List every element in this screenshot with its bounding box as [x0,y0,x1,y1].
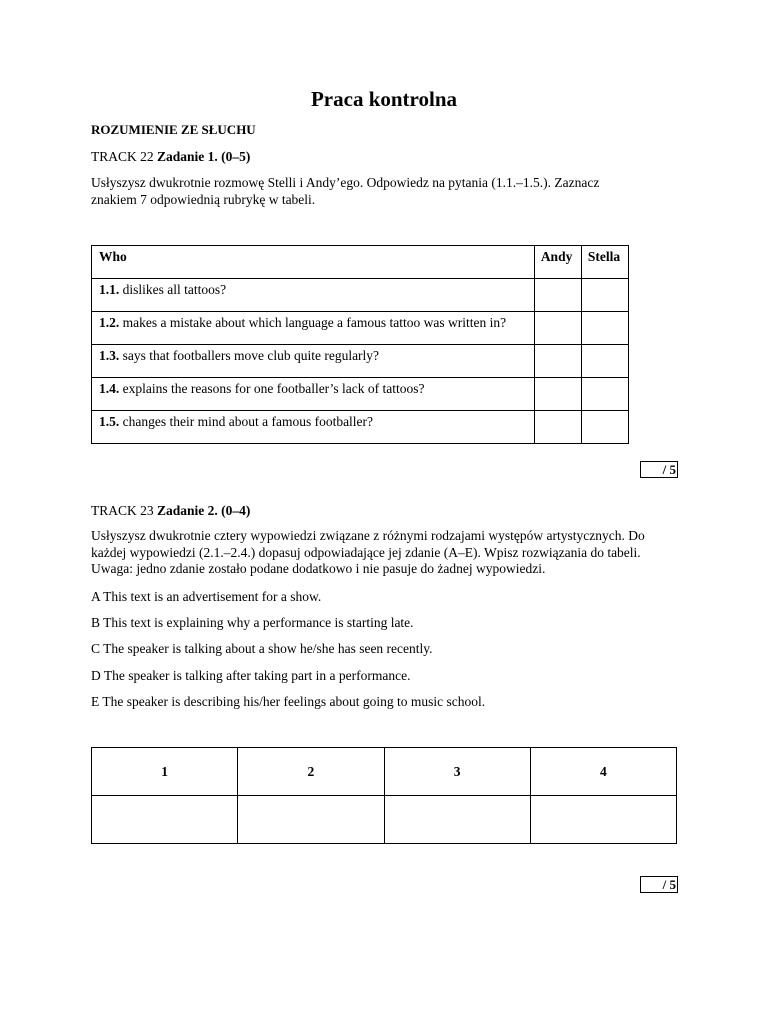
option-b: B This text is explaining why a performance is starting late. [91,615,414,630]
question-text: makes a mistake about which language a famous tattoo was written in? [122,315,507,330]
answer-cell-stella[interactable] [581,345,628,378]
column-number-4: 4 [530,748,676,796]
answer-cell-andy[interactable] [534,378,581,411]
question-number: 1.1. [99,282,120,297]
table-header-row [92,748,677,796]
question-text: explains the reasons for one footballer’s lack of tattoos? [122,381,425,396]
page-title: Praca kontrolna [310,87,458,111]
task2-title: Zadanie 2. (0–4) [157,503,251,518]
task2-instructions [91,528,691,578]
option-a: A This text is an advertisement for a show. [91,589,322,604]
task2-score-box[interactable]: / 5 [640,876,678,893]
task2-instructions-line: Uwaga: jedno zdanie zostało podane dodatkowo i nie pasuje do żadnej wypowiedzi. [91,561,546,576]
task1-instructions-line: znakiem 7 odpowiednią rubrykę w tabeli. [91,191,316,207]
answer-cell-stella[interactable] [581,312,628,345]
answer-cell-andy[interactable] [534,312,581,345]
task1-instructions-line: Usłyszysz dwukrotnie rozmowę Stelli i Andy’ego. Odpowiedz na pytania (1.1.–1.5.). Zaznacz [91,175,600,190]
section-heading: ROZUMIENIE ZE SŁUCHU [91,122,256,137]
answer-cell-andy[interactable] [534,345,581,378]
task1-score-box[interactable]: / 5 [640,461,678,478]
table-header-row [92,246,629,279]
task1-track: TRACK 22 [91,149,154,164]
table-row [92,378,629,411]
question-cell [92,411,535,444]
question-text: dislikes all tattoos? [122,282,227,297]
table-row [92,345,629,378]
column-number-2: 2 [238,748,384,796]
question-cell [92,279,535,312]
table-row [92,312,629,345]
answer-cell-3[interactable] [384,796,530,844]
task1-heading [91,148,250,165]
answer-cell-2[interactable] [238,796,384,844]
answer-cell-stella[interactable] [581,279,628,312]
header-stella: Stella [581,246,628,279]
task2-answer-table [91,747,677,844]
question-cell [92,378,535,411]
header-who: Who [92,246,535,279]
question-number: 1.4. [99,381,120,396]
question-number: 1.3. [99,348,120,363]
question-cell [92,312,535,345]
task1-answer-table [91,245,629,444]
table-row [92,411,629,444]
answer-cell-stella[interactable] [581,378,628,411]
question-cell [92,345,535,378]
question-text: changes their mind about a famous footballer? [122,414,374,429]
question-number: 1.2. [99,315,120,330]
answer-cell-andy[interactable] [534,411,581,444]
answer-cell-stella[interactable] [581,411,628,444]
answer-cell-4[interactable] [530,796,676,844]
task2-instructions-line: Usłyszysz dwukrotnie cztery wypowiedzi związane z różnymi rodzajami występów artystycznych. Do [91,528,645,543]
column-number-1: 1 [92,748,238,796]
table-row [92,796,677,844]
task1-instructions [91,175,671,208]
task2-instructions-line: każdej wypowiedzi (2.1.–2.4.) dopasuj odpowiadające jej zdanie (A–E). Wpisz rozwiązania do tabeli. [91,544,641,560]
task1-title: Zadanie 1. (0–5) [157,149,251,164]
task2-track: TRACK 23 [91,503,154,518]
option-c: C The speaker is talking about a show he/she has seen recently. [91,641,433,656]
question-number: 1.5. [99,414,120,429]
option-d: D The speaker is talking after taking part in a performance. [91,668,411,683]
header-andy: Andy [534,246,581,279]
task2-heading [91,502,250,519]
option-e: E The speaker is describing his/her feelings about going to music school. [91,694,486,709]
table-row [92,279,629,312]
column-number-3: 3 [384,748,530,796]
question-text: says that footballers move club quite regularly? [122,348,380,363]
answer-cell-1[interactable] [92,796,238,844]
answer-cell-andy[interactable] [534,279,581,312]
